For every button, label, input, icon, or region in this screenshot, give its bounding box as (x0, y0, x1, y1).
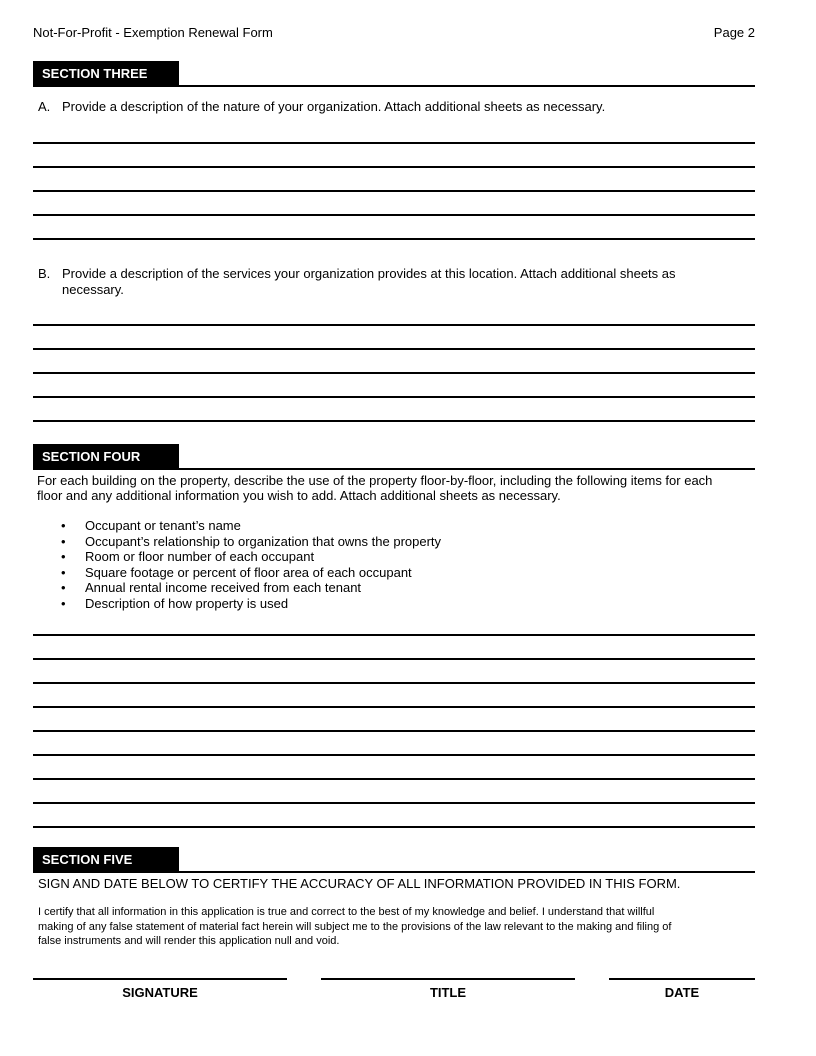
answer-line-4-7[interactable] (33, 778, 755, 780)
occupant-items-list (37, 518, 441, 611)
section-four-intro-line2: floor and any additional information you wish to add. Attach additional sheets as necessary. (37, 488, 561, 503)
section-five-header (33, 847, 755, 873)
question-a-text: Provide a description of the nature of your organization. Attach additional sheets as necessary. (62, 99, 606, 114)
answer-line-a-1[interactable] (33, 142, 755, 144)
list-item: • Occupant or tenant’s name (37, 518, 441, 534)
answer-line-4-5[interactable] (33, 730, 755, 732)
answer-line-4-1[interactable] (33, 634, 755, 636)
question-a-letter: A. (38, 99, 51, 114)
section-four-intro-line1: For each building on the property, describe the use of the property floor-by-floor, including the following items for each (37, 473, 713, 488)
answer-line-4-3[interactable] (33, 682, 755, 684)
date-label: DATE (664, 985, 700, 1000)
answer-line-b-5[interactable] (33, 420, 755, 422)
list-item: • Annual rental income received from each tenant (37, 580, 441, 596)
certification-statement-line1: I certify that all information in this application is true and correct to the best of my knowledge and belief. I understand that willful (38, 906, 655, 918)
signature-line[interactable] (33, 978, 287, 980)
answer-line-a-3[interactable] (33, 190, 755, 192)
answer-line-4-6[interactable] (33, 754, 755, 756)
answer-line-b-1[interactable] (33, 324, 755, 326)
answer-line-b-2[interactable] (33, 348, 755, 350)
title-label: TITLE (429, 985, 467, 1000)
section-three-title: SECTION THREE (33, 61, 179, 85)
page-number: Page 2 (713, 25, 755, 40)
list-item: • Square footage or percent of floor area of each occupant (37, 565, 441, 581)
list-item: • Occupant’s relationship to organization that owns the property (37, 534, 441, 550)
question-b-text: Provide a description of the services your organization provides at this location. Attach additional sheets as (62, 266, 676, 281)
section-four-title: SECTION FOUR (33, 444, 179, 468)
certification-statement (38, 905, 758, 949)
signature-label: SIGNATURE (122, 985, 198, 1000)
answer-line-4-9[interactable] (33, 826, 755, 828)
certification-statement-line2: making of any false statement of material fact herein will subject me to the provisions of the law relevant to the making and filing of (38, 920, 672, 933)
question-b-letter: B. (38, 266, 51, 281)
answer-line-b-4[interactable] (33, 396, 755, 398)
date-line[interactable] (609, 978, 755, 980)
section-four-header (33, 444, 755, 470)
section-three-header (33, 61, 755, 87)
title-line[interactable] (321, 978, 575, 980)
question-a (38, 99, 738, 115)
answer-line-b-3[interactable] (33, 372, 755, 374)
section-five-title: SECTION FIVE (33, 847, 179, 871)
question-b (38, 266, 738, 298)
answer-line-a-2[interactable] (33, 166, 755, 168)
form-title: Not-For-Profit - Exemption Renewal Form (33, 25, 273, 40)
certify-heading: SIGN AND DATE BELOW TO CERTIFY THE ACCURACY OF ALL INFORMATION PROVIDED IN THIS FORM. (38, 876, 681, 891)
answer-line-4-4[interactable] (33, 706, 755, 708)
certification-statement-line3: false instruments and will render this application null and void. (38, 935, 340, 947)
question-b-text-cont: necessary. (62, 282, 124, 297)
answer-line-a-5[interactable] (33, 238, 755, 240)
list-item: • Description of how property is used (37, 596, 441, 612)
answer-line-4-2[interactable] (33, 658, 755, 660)
list-item: • Room or floor number of each occupant (37, 549, 441, 565)
answer-line-4-8[interactable] (33, 802, 755, 804)
section-four-intro (37, 473, 752, 503)
answer-line-a-4[interactable] (33, 214, 755, 216)
